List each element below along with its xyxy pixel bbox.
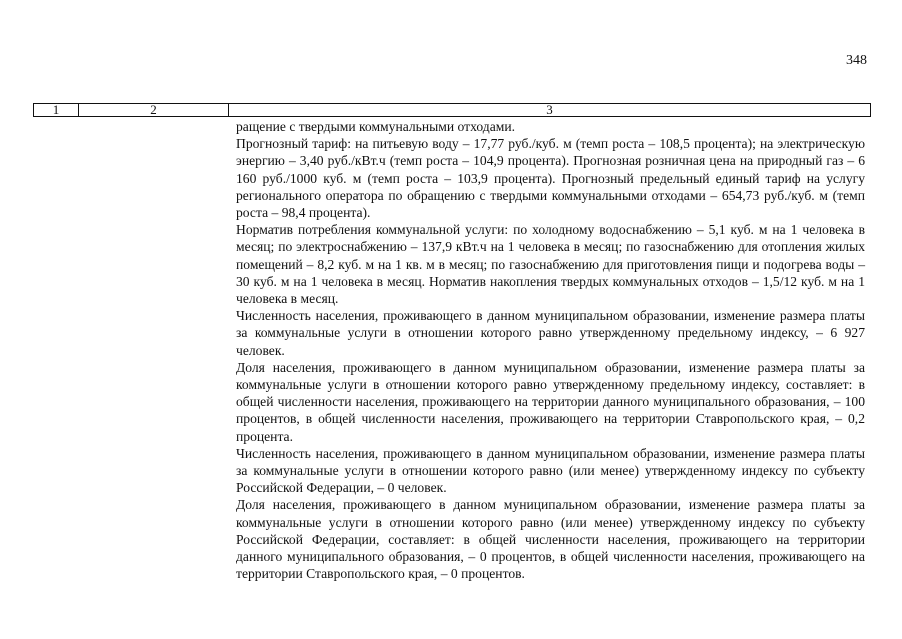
table-header-col-1: 1 [34,104,79,116]
table-header-row [33,103,871,117]
paragraph-population-count-limit: Численность населения, проживающего в данном муниципальном образовании, изменение размера платы за коммунальные услуги в отношении которого равно утвержденному предельному индексу, – 6 927 человек. [236,308,865,358]
paragraph-population-count-index: Численность населения, проживающего в данном муниципальном образовании, изменение размера платы за коммунальные услуги в отношении которого равно (или менее) утвержденному индексу по субъекту Российской Федерации, – 0 человек. [236,445,865,496]
paragraph-population-share-limit: Доля населения, проживающего в данном муниципальном образовании, изменение размера платы за коммунальные услуги в отношении которого равно утвержденному предельному индексу, составляет: в общей численности населения, проживающего на территории данного муниципального образования, – 100 процентов, в общей численности населения, проживающего на территории Ставропольского края, – 0,2 процента. [236,359,865,444]
table-cell-col-3-content [236,118,865,582]
paragraph-forecast-tariff: Прогнозный тариф: на питьевую воду – 17,77 руб./куб. м (темп роста – 108,5 процента); на электрическую энергию – 3,40 руб./кВт.ч (темп роста – 104,9 процента). Прогнозная розничная цена на природный газ – 6 160 руб./1000 куб. м (темп роста – 103,9 процента). Прогнозный предельный единый тариф на услугу регионального оператора по обращению с твердыми коммунальными отходами – 654,73 руб./куб. м (темп роста – 98,4 процента). [236,136,865,221]
page-number: 348 [846,53,867,68]
paragraph-continuation: ращение с твердыми коммунальными отходами. [236,119,516,134]
table-header-col-2: 2 [79,104,229,116]
paragraph-population-share-index: Доля населения, проживающего в данном муниципальном образовании, изменение размера платы за коммунальные услуги в отношении которого равно (или менее) утвержденному индексу по субъекту Российской Федерации, составляет: в общей численности населения, проживающего на территории данного муниципального образования, – 0 процентов, в общей численности населения, проживающего на территории Ставропольского края, – 0 процентов. [236,497,865,582]
table-header-col-3: 3 [546,102,553,117]
paragraph-consumption-norms: Норматив потребления коммунальной услуги: по холодному водоснабжению – 5,1 куб. м на 1 человека в месяц; по электроснабжению – 137,9 кВт.ч на 1 человека в месяц; по газоснабжению для отопления жилых помещений – 8,2 куб. м на 1 кв. м в месяц; по газоснабжению для приготовления пищи и подогрева воды – 30 куб. м на 1 человека в месяц. Норматив накопления твердых коммунальных отходов – 1,5/12 куб. м на 1 человека в месяц. [236,222,865,307]
